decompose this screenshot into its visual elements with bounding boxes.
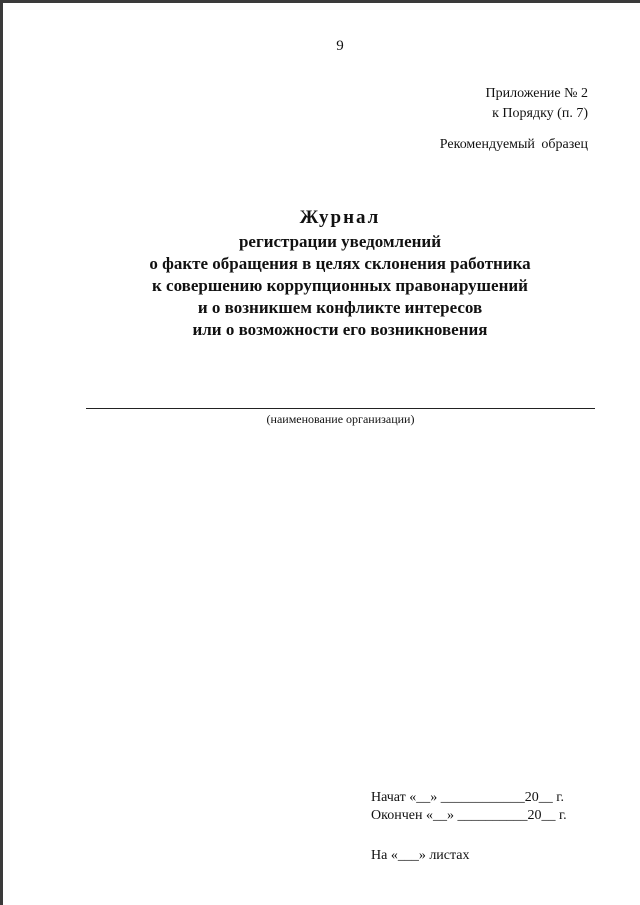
title-line-4: и о возникшем конфликте интересов xyxy=(197,298,483,317)
title-line-2: о факте обращения в целях склонения работника xyxy=(149,254,531,273)
document-title xyxy=(0,205,640,341)
finished-date: Окончен «__» __________20__ г. xyxy=(371,808,567,823)
journal-meta xyxy=(371,789,567,865)
organization-name-line xyxy=(86,408,595,409)
organization-caption: (наименование организации) xyxy=(266,412,415,426)
page-left-edge xyxy=(0,0,3,905)
page-number: 9 xyxy=(336,38,344,54)
title-line-5: или о возможности его возникновения xyxy=(192,320,488,339)
appendix-line-1: Приложение № 2 xyxy=(485,86,588,101)
title-line-1: регистрации уведомлений xyxy=(238,232,442,251)
meta-spacer xyxy=(371,825,567,847)
sample-note: Рекомендуемый образец xyxy=(439,137,588,152)
title-line-3: к совершению коррупционных правонарушений xyxy=(152,276,528,295)
appendix-line-2: к Порядку (п. 7) xyxy=(492,106,588,121)
started-date: Начат «__» ____________20__ г. xyxy=(371,790,564,805)
sheet-count: На «___» листах xyxy=(371,848,470,863)
journal-heading: Журнал xyxy=(299,207,381,228)
page-top-edge xyxy=(0,0,640,3)
appendix-reference xyxy=(486,84,589,124)
